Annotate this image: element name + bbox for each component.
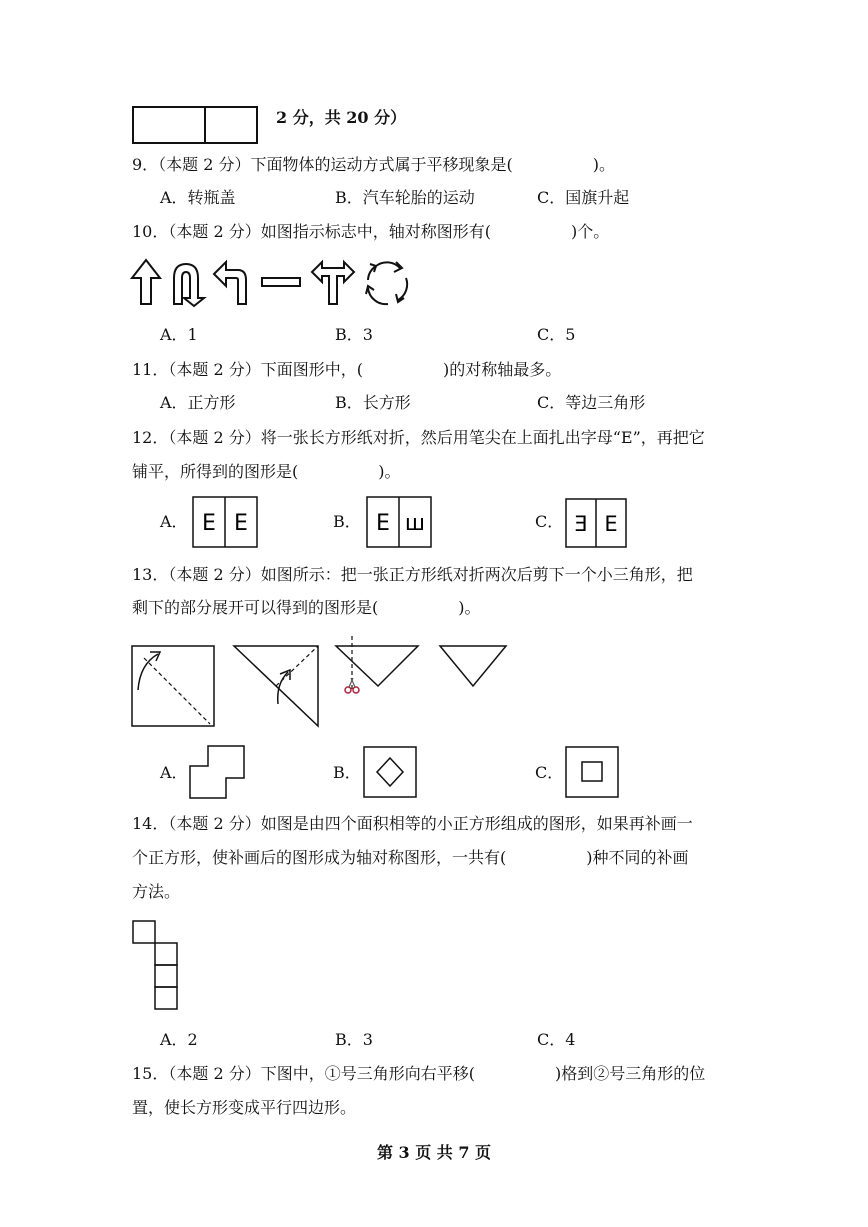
q14-stem-line2: 个正方形，使补画后的图形成为轴对称图形，一共有( )种不同的补画 — [132, 848, 689, 867]
score-box — [132, 106, 258, 144]
q12-stem-line2: 铺平，所得到的图形是( )。 — [132, 462, 401, 481]
score-text: 2 分，共 20 分） — [276, 108, 407, 127]
q13-figure-c — [565, 746, 619, 798]
fold-step-3 — [336, 636, 418, 693]
q12-a-right-letter: E — [234, 511, 248, 536]
q14-stem-line3: 方法。 — [132, 882, 181, 901]
score-box-divider — [204, 108, 206, 142]
q11-stem: 11．（本题 2 分）下面图形中，( )的对称轴最多。 — [132, 360, 562, 379]
u-turn-sign-icon — [174, 264, 204, 306]
q11-option-b[interactable]: B．长方形 — [335, 393, 411, 412]
up-arrow-sign-icon — [132, 260, 160, 304]
q14-squares-figure — [132, 920, 182, 1012]
fold-step-4 — [440, 646, 506, 686]
q14-stem-line1: 14．（本题 2 分）如图是由四个面积相等的小正方形组成的图形，如果再补画一 — [132, 814, 693, 833]
q13-stem-line2: 剩下的部分展开可以得到的图形是( )。 — [132, 598, 481, 617]
q13-option-a[interactable]: A． — [160, 763, 188, 782]
q13-stem-line1: 13．（本题 2 分）如图所示：把一张正方形纸对折两次后剪下一个小三角形，把 — [132, 565, 693, 584]
fold-step-2 — [234, 646, 318, 726]
q14-option-a[interactable]: A．2 — [160, 1030, 198, 1049]
q13-folding-steps-figure — [130, 634, 510, 730]
q11-option-a[interactable]: A．正方形 — [160, 393, 236, 412]
q10-stem: 10．（本题 2 分）如图指示标志中，轴对称图形有( )个。 — [132, 222, 610, 241]
q12-c-right-letter: E — [604, 512, 618, 536]
q13-figure-b — [363, 746, 417, 798]
straight-bar-sign-icon — [262, 278, 300, 286]
t-junction-sign-icon — [312, 262, 354, 304]
q11-option-c[interactable]: C．等边三角形 — [537, 393, 646, 412]
q13-option-c[interactable]: C． — [535, 763, 564, 782]
q12-stem-line1: 12．（本题 2 分）将一张长方形纸对折，然后用笔尖在上面扎出字母“E”，再把它 — [132, 428, 705, 447]
turn-left-sign-icon — [214, 262, 246, 304]
q12-b-right-letter: ш — [404, 511, 426, 536]
q10-option-b[interactable]: B．3 — [335, 325, 373, 344]
q12-b-left-letter: E — [376, 511, 390, 536]
q13-figure-a — [188, 744, 248, 800]
page-footer: 第 3 页 共 7 页 — [376, 1143, 492, 1162]
q14-option-b[interactable]: B．3 — [335, 1030, 373, 1049]
q12-figure-c — [565, 498, 627, 548]
q9-option-a[interactable]: A．转瓶盖 — [160, 188, 236, 207]
q15-stem-line2: 置，使长方形变成平行四边形。 — [132, 1098, 357, 1117]
q9-option-c[interactable]: C．国旗升起 — [537, 188, 630, 207]
q9-stem: 9．（本题 2 分）下面物体的运动方式属于平移现象是( )。 — [132, 155, 616, 174]
q14-option-c[interactable]: C．4 — [537, 1030, 576, 1049]
q12-figure-b — [366, 496, 432, 548]
q12-option-a[interactable]: A． — [160, 512, 188, 531]
q12-option-c[interactable]: C． — [535, 512, 564, 531]
traffic-signs-figure — [130, 258, 420, 308]
q12-a-left-letter: E — [202, 511, 216, 536]
q9-option-b[interactable]: B．汽车轮胎的运动 — [335, 188, 475, 207]
q10-option-c[interactable]: C．5 — [537, 325, 576, 344]
q15-stem-line1: 15．（本题 2 分）下图中，①号三角形向右平移( )格到②号三角形的位 — [132, 1064, 706, 1083]
q12-c-left-letter: Ǝ — [574, 512, 588, 536]
roundabout-sign-icon — [366, 262, 407, 304]
q13-option-b[interactable]: B． — [333, 763, 361, 782]
q10-option-a[interactable]: A．1 — [160, 325, 198, 344]
q12-option-b[interactable]: B． — [333, 512, 361, 531]
fold-step-1 — [132, 646, 214, 726]
q12-figure-a — [192, 496, 258, 548]
